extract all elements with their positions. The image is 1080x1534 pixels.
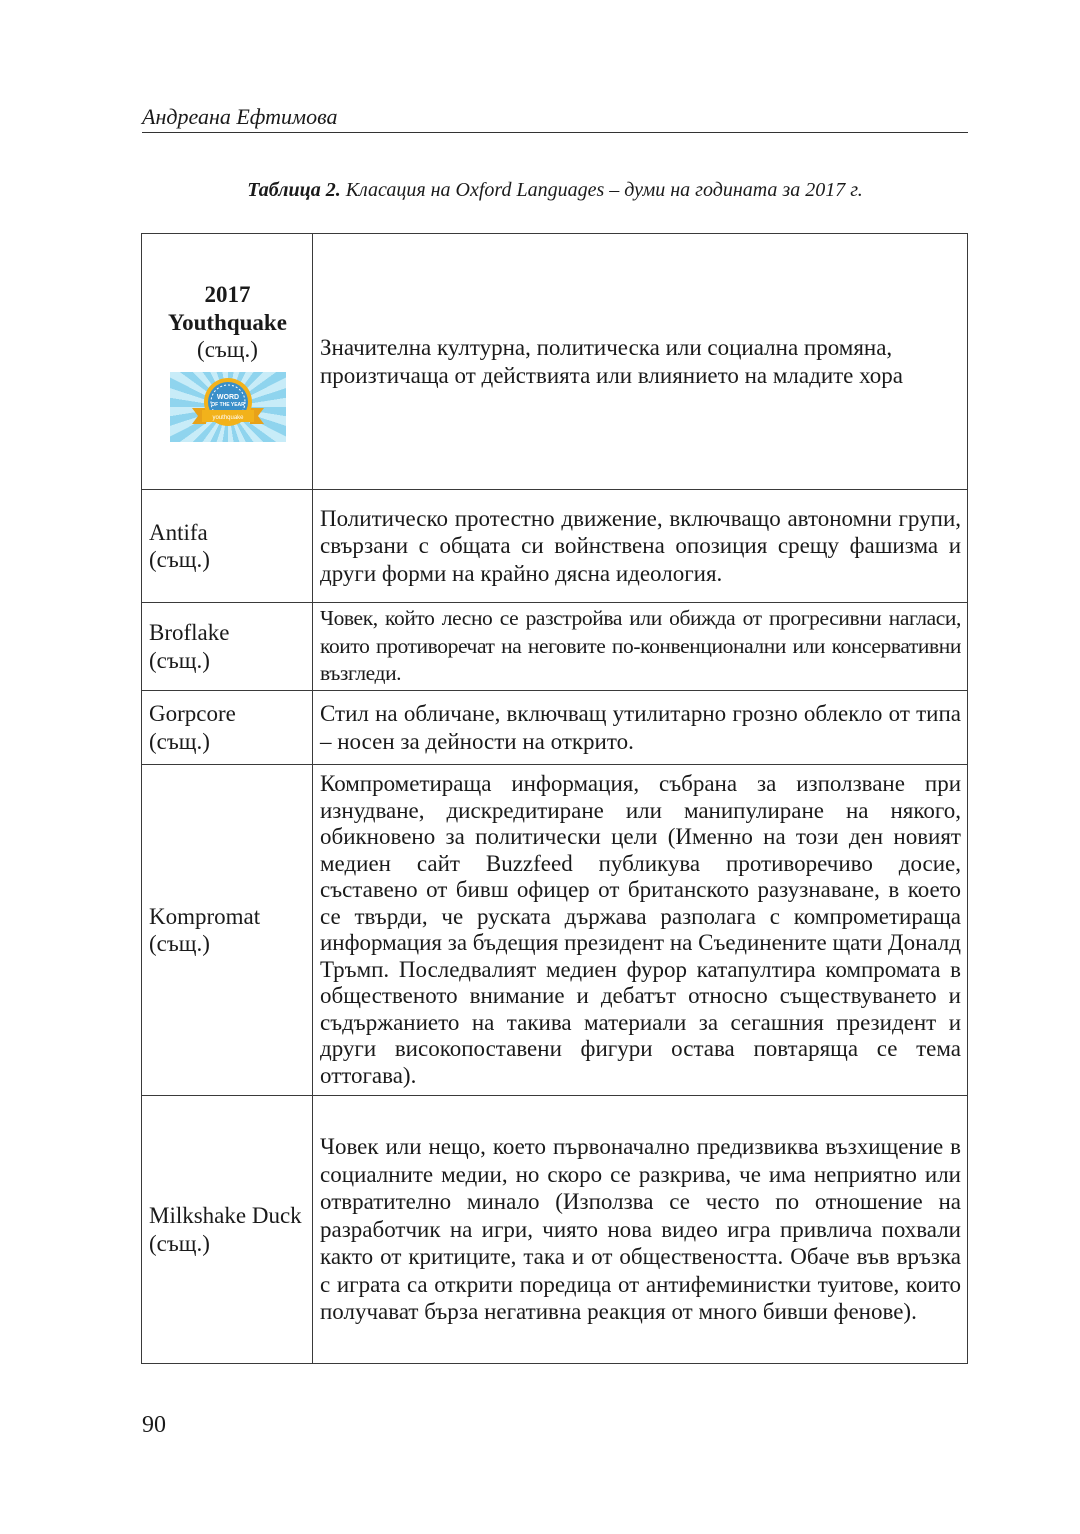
word-of-year-table — [141, 233, 968, 1364]
term-year: 2017 — [204, 282, 251, 308]
page-number: 90 — [142, 1412, 166, 1438]
term-word: Kompromat — [149, 903, 261, 929]
table-row — [142, 490, 968, 603]
term-cell — [142, 603, 313, 691]
term-word: Milkshake Duck — [149, 1203, 302, 1228]
term-cell — [142, 691, 313, 765]
term-pos: (същ.) — [149, 547, 210, 572]
caption-label: Таблица 2. — [247, 179, 341, 201]
term-pos: (същ.) — [149, 647, 210, 673]
term-pos: (същ.) — [149, 728, 210, 754]
badge-ribbon: youthquake — [211, 414, 244, 421]
term-word: Gorpcore — [149, 701, 236, 726]
running-head: Андреана Ефтимова — [142, 104, 968, 133]
table-row — [142, 1096, 968, 1364]
definition-cell: Политическо протестно движение, включващо автономни групи, свързани с общата си войнствена опозиция срещу фашизма и други форми на крайно дясна идеология. — [313, 490, 968, 603]
badge-line1: WORD — [216, 393, 239, 401]
term-word: Antifa — [149, 519, 208, 545]
definition-cell: Компрометираща информация, събрана за използване при изнудване, дискредитиране или манипулиране на някого, обикновено за политически цели (Именно на този ден новият медиен сайт Buzzfeed публикува противоречиво досие, съставено от бивш офицер от британското разузнаване, в което се твърди, че руската държава разполага с компрометираща информация за бъдещия президент на Съединените щати Доналд Тръмп. Последвалият медиен фурор катапултира компромата в общественото внимание и дебатът относно съществуването и съдържанието на такива материали за сегашния президент и други високопоставени фигури остава повтаряща се тема оттогава). — [313, 765, 968, 1096]
term-cell — [142, 765, 313, 1096]
word-of-year-badge-icon — [170, 372, 286, 442]
caption-text: Класация на Oxford Languages – думи на годината за 2017 г. — [340, 179, 863, 201]
definition-cell: Значителна културна, политическа или социална промяна, произтичаща от действията или влиянието на младите хора — [313, 234, 968, 490]
badge-line2: OF THE YEAR — [210, 401, 245, 408]
term-cell — [142, 1096, 313, 1364]
table-row — [142, 765, 968, 1096]
table-caption — [142, 177, 968, 203]
term-pos: (същ.) — [197, 337, 258, 363]
term-cell — [142, 490, 313, 603]
table-row — [142, 691, 968, 765]
definition-cell: Човек, който лесно се разстройва или обижда от прогресивни нагласи, които противоречат на неговите по-конвенционални или консервативни възгледи. — [313, 603, 968, 691]
table-row — [142, 603, 968, 691]
definition-cell: Стил на обличане, включващ утилитарно грозно облекло от типа – носен за дейности на открито. — [313, 691, 968, 765]
term-word: Broflake — [149, 620, 230, 645]
term-word: Youthquake — [168, 309, 287, 335]
term-pos: (същ.) — [149, 931, 210, 956]
term-pos: (същ.) — [149, 1230, 210, 1256]
definition-cell: Човек или нещо, което първоначално предизвиква възхищение в социалните медии, но скоро се разкрива, че има неприятно или отвратително минало (Използва се често по отношение на разработчик на игри, чиято нова видео игра привлича похвали както от критиците, така и от обществеността. Обаче във връзка с играта са открити поредица от антифеминистки туитове, които получават бърза негативна реакция от много бивши фенове). — [313, 1096, 968, 1364]
table-row — [142, 234, 968, 490]
term-cell — [142, 234, 313, 490]
